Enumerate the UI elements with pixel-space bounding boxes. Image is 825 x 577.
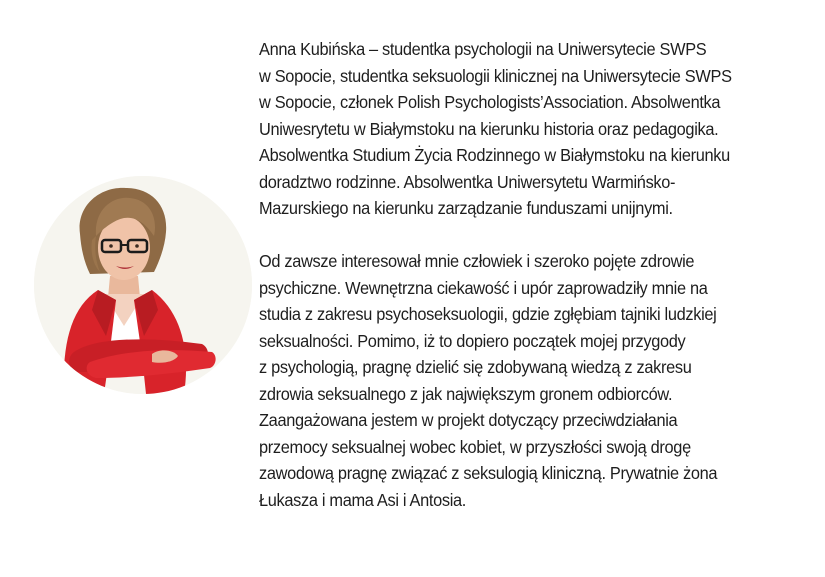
text-line: Zaangażowana jestem w projekt dotyczący przeciwdziałania (259, 410, 678, 430)
text-line: studia z zakresu psychoseksuologii, gdzie zgłębiam tajniki ludzkiej (259, 304, 717, 324)
text-line: Mazurskiego na kierunku zarządzanie funduszami unijnymi. (259, 198, 673, 218)
text-line: Od zawsze interesował mnie człowiek i szeroko pojęte zdrowie (259, 251, 695, 271)
text-line: z psychologią, pragnę dzielić się zdobywaną wiedzą z zakresu (259, 357, 692, 377)
bio-paragraph-1 (259, 36, 815, 222)
text-line: przemocy seksualnej wobec kobiet, w przyszłości swoją drogę (259, 436, 691, 457)
bio-paragraph-2 (259, 248, 815, 513)
text-line: zdrowia seksualnego z jak największym gronem odbiorców. (259, 383, 673, 404)
text-line: psychiczne. Wewnętrzna ciekawość i upór zaprowadziły mnie na (259, 277, 708, 298)
text-line: w Sopocie, członek Polish Psychologists’Association. Absolwentka (259, 92, 721, 112)
text-line: Anna Kubińska – studentka psychologii na Uniwersytecie SWPS (259, 39, 707, 59)
text-line: seksualności. Pomimo, iż to dopiero początek mojej przygody (259, 330, 686, 351)
text-line: Absolwentka Studium Życia Rodzinnego w Białymstoku na kierunku (259, 145, 730, 165)
portrait-photo (34, 176, 252, 394)
biography-text (259, 36, 815, 513)
text-line: w Sopocie, studentka seksuologii klinicznej na Uniwersytecie SWPS (259, 65, 732, 86)
text-line: doradztwo rodzinne. Absolwentka Uniwersytetu Warmińsko- (259, 171, 676, 192)
text-line: Łukasza i mama Asi i Antosia. (259, 489, 467, 510)
text-line: Uniwesrytetu w Białymstoku na kierunku historia oraz pedagogika. (259, 118, 719, 139)
text-line: zawodową pragnę związać z seksulogią kliniczną. Prywatnie żona (259, 463, 718, 483)
portrait-illustration (34, 176, 252, 394)
